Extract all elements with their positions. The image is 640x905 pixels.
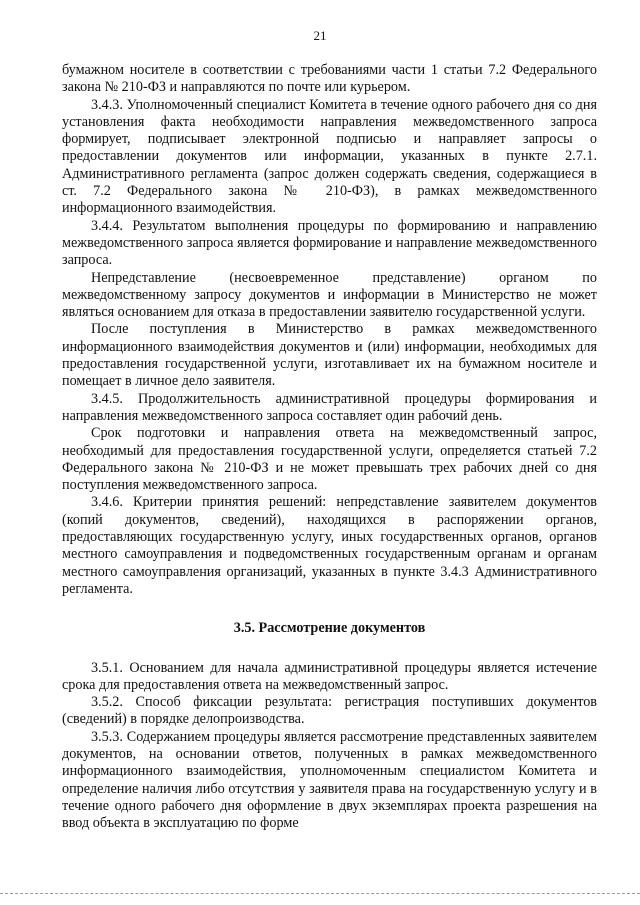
paragraph: Срок подготовки и направления ответа на межведомственный запрос, необходимый для предоставления государственной услуги, определяется статьей 7.2 Федерального закона № 210-ФЗ и не может превышать трех рабочих дней со дня поступления межведомственного запроса. (62, 425, 597, 494)
paragraph: 3.4.3. Уполномоченный специалист Комитета в течение одного рабочего дня со дня установления факта необходимости направления межведомственного запроса формирует, подписывает электронной подписью и направляет запросы о предоставлении документов или информации, указанных в пункте 2.7.1. Административного регламента (запрос должен содержать сведения, содержащиеся в ст. 7.2 Федерального закона № 210-ФЗ), в рамках межведомственного информационного взаимодействия. (62, 96, 597, 217)
scan-edge-line (0, 893, 640, 894)
paragraph: 3.4.4. Результатом выполнения процедуры по формированию и направлению межведомственного запроса является формирование и направление межведомственного запроса. (62, 217, 597, 269)
section-title: 3.5. Рассмотрение документов (233, 620, 426, 637)
paragraph: Непредставление (несвоевременное представление) органом по межведомственному запросу документов и информации в Министерство не может являться основанием для отказа в предоставлении заявителю государственной услуги. (62, 269, 597, 321)
page-number: 21 (313, 28, 327, 43)
paragraph: 3.5.2. Способ фиксации результата: регистрация поступивших документов (сведений) в порядке делопроизводства. (62, 694, 597, 728)
paragraph: После поступления в Министерство в рамках межведомственного информационного взаимодействия документов и (или) информации, необходимых для предоставления государственной услуги, изготавливает их на бумажном носителе и помещает в личное дело заявителя. (62, 321, 597, 390)
paragraph: 3.5.1. Основанием для начала административной процедуры является истечение срока для предоставления ответа на межведомственный запрос. (62, 659, 597, 693)
paragraph: 3.5.3. Содержанием процедуры является рассмотрение представленных заявителем документов, на основании ответов, полученных в рамках межведомственного информационного взаимодействия, уполномоченным специалистом Комитета и определение наличия либо отсутствия у заявителя права на государственную услугу и в течение одного рабочего дня оформление в двух экземплярах проекта разрешения на ввод объекта в эксплуатацию по форме (62, 728, 597, 832)
paragraph: 3.4.6. Критерии принятия решений: непредставление заявителем документов (копий документов, сведений), находящихся в распоряжении органов, предоставляющих государственную услугу, иных государственных органов, органов местного самоуправления и подведомственных государственным органам и органам местного самоуправления организаций, указанных в пункте 3.4.3 Административного регламента. (62, 494, 597, 597)
document-body (62, 62, 597, 832)
paragraph: бумажном носителе в соответствии с требованиями части 1 статьи 7.2 Федерального закона № 210-ФЗ и направляются по почте или курьером. (62, 62, 597, 96)
paragraph: 3.4.5. Продолжительность административной процедуры формирования и направления межведомственного запроса составляет один рабочий день. (62, 390, 597, 424)
